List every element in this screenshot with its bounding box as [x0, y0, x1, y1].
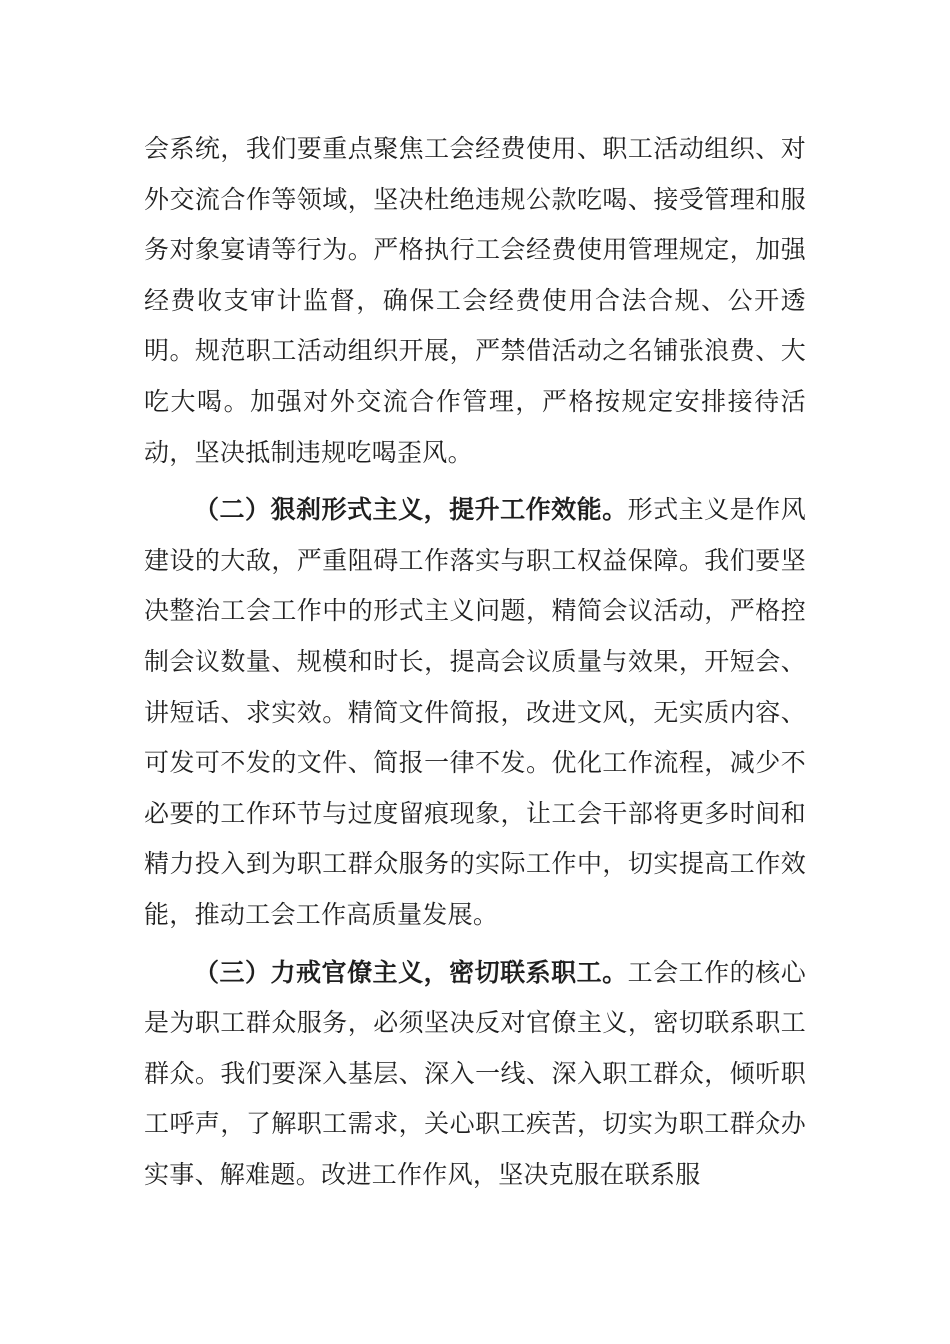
section-heading: （三）力戒官僚主义，密切联系职工。 [194, 957, 628, 987]
paragraph-continuation [144, 124, 806, 478]
section-heading: （二）狠刹形式主义，提升工作效能。 [194, 495, 628, 525]
paragraph-text: 工会工作的核心是为职工群众服务，必须坚决反对官僚主义，密切联系职工群众。我们要深入基层、深入一线、深入职工群众，倾听职工呼声，了解职工需求，关心职工疾苦，切实为职工群众办实事、解难题。改进工作作风，坚决克服在联系服 [144, 957, 806, 1189]
paragraph-section-2 [144, 485, 806, 940]
paragraph-text: 形式主义是作风建设的大敌，严重阻碍工作落实与职工权益保障。我们要坚决整治工会工作中的形式主义问题，精简会议活动，严格控制会议数量、规模和时长，提高会议质量与效果，开短会、讲短话、求实效。精简文件简报，改进文风，无实质内容、可发可不发的文件、简报一律不发。优化工作流程，减少不必要的工作环节与过度留痕现象，让工会干部将更多时间和精力投入到为职工群众服务的实际工作中，切实提高工作效能，推动工会工作高质量发展。 [144, 495, 806, 929]
paragraph-text: 会系统，我们要重点聚焦工会经费使用、职工活动组织、对外交流合作等领域，坚决杜绝违规公款吃喝、接受管理和服务对象宴请等行为。严格执行工会经费使用管理规定，加强经费收支审计监督，确保工会经费使用合法合规、公开透明。规范职工活动组织开展，严禁借活动之名铺张浪费、大吃大喝。加强对外交流合作管理，严格按规定安排接待活动，坚决抵制违规吃喝歪风。 [144, 134, 806, 467]
paragraph-section-3 [144, 948, 806, 1201]
document-body [144, 124, 806, 1200]
